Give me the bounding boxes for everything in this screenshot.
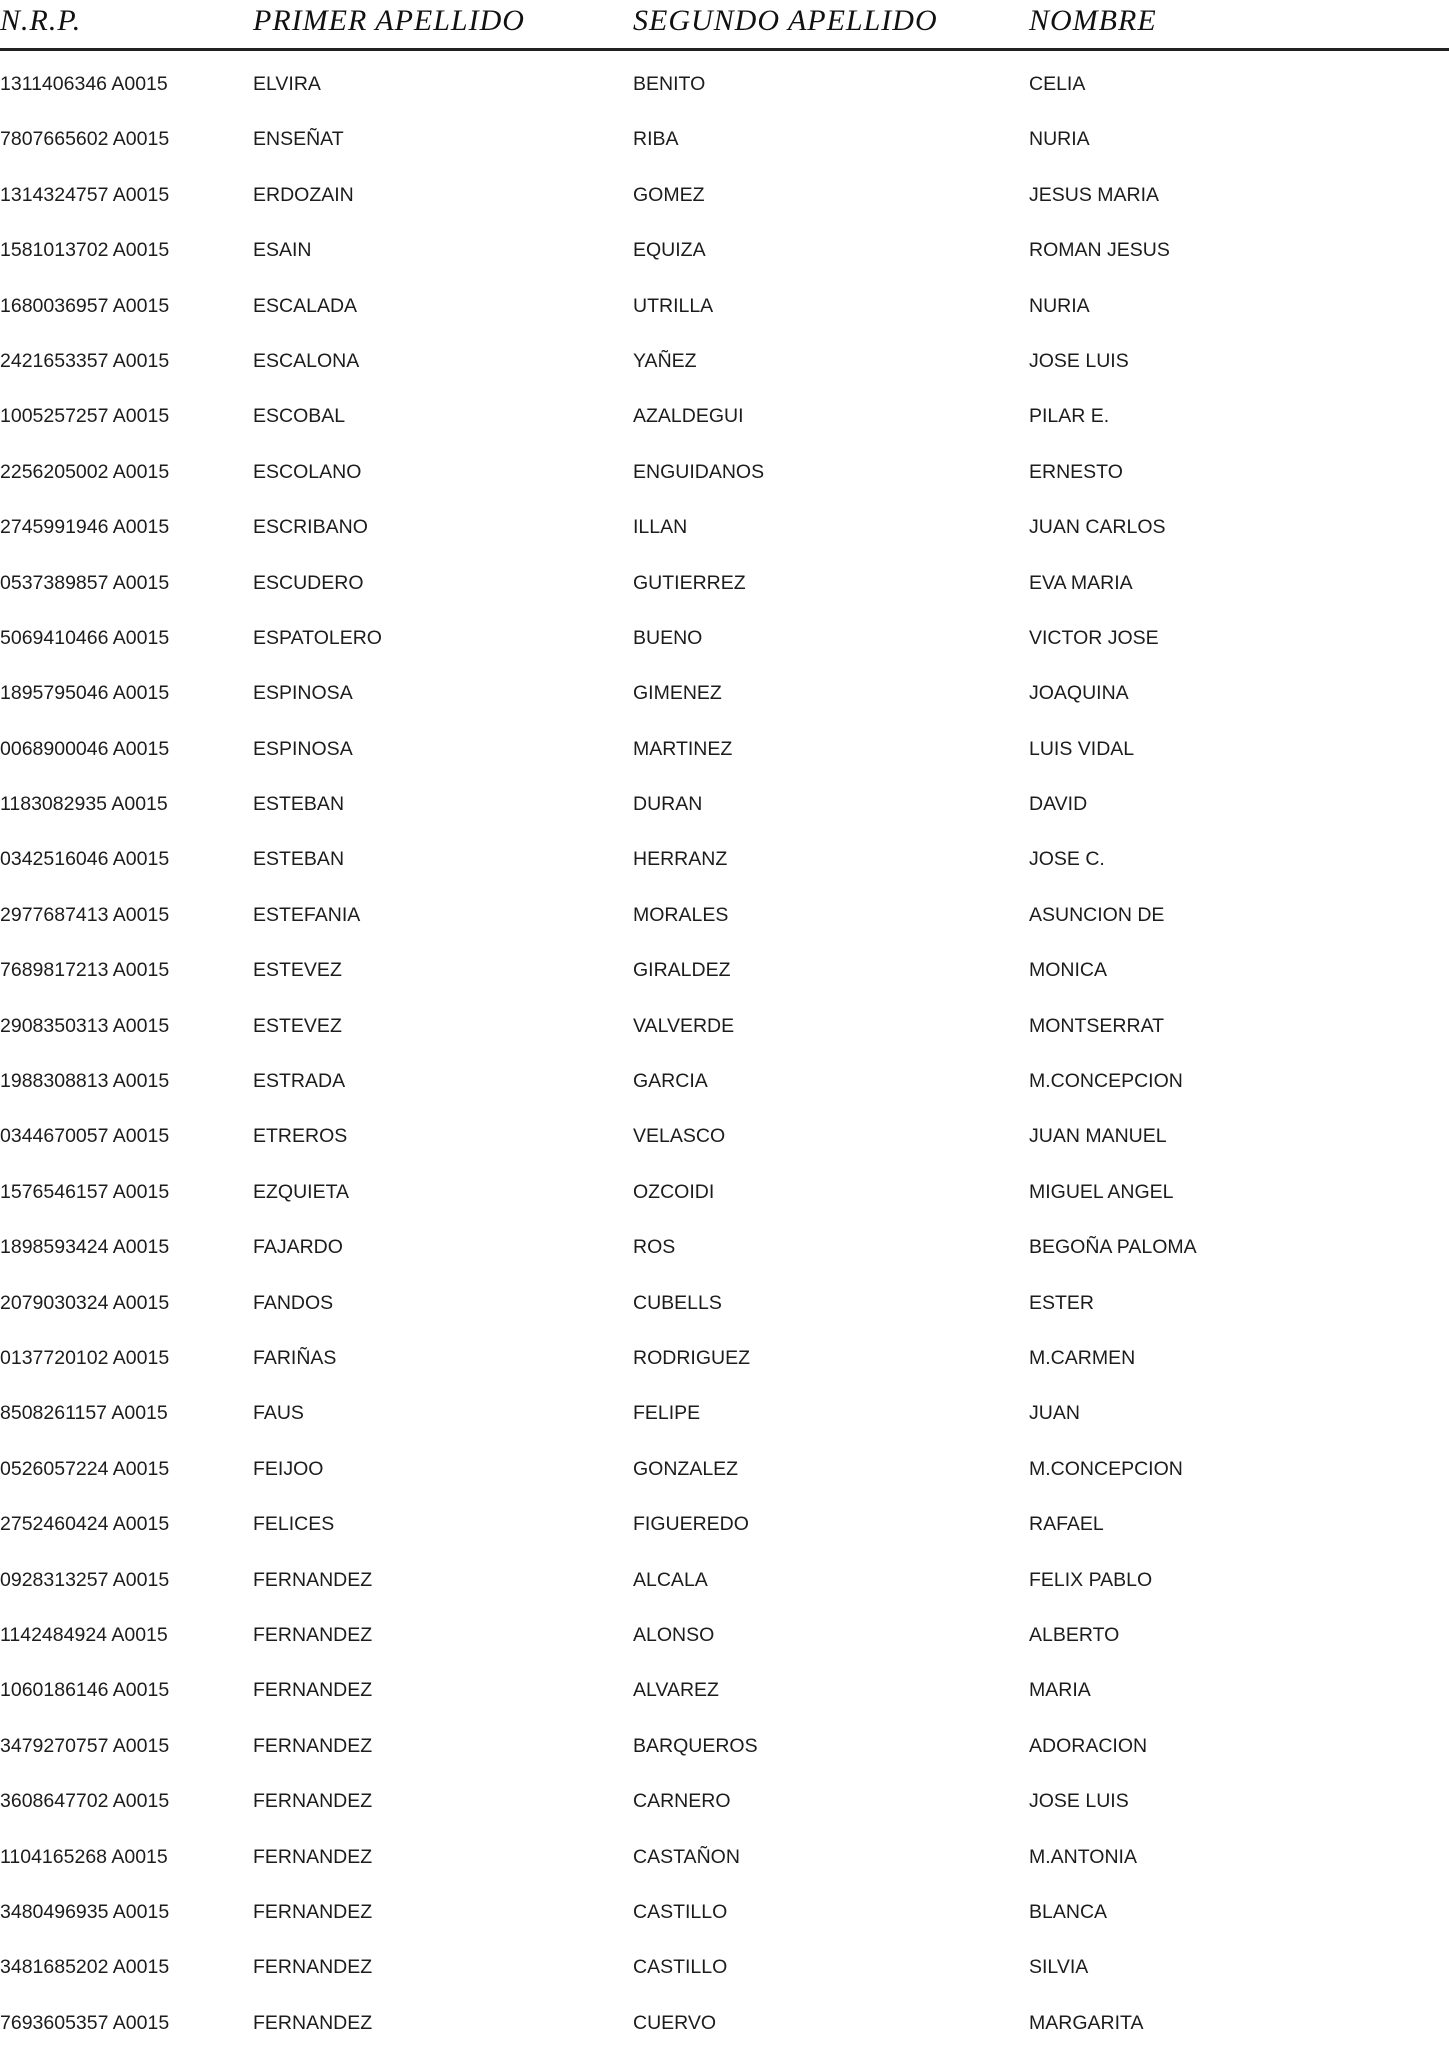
nombre-cell: M.CARMEN xyxy=(1029,1346,1136,1369)
nrp-cell: 3480496935 A0015 xyxy=(0,1900,170,1923)
nombre-cell: FELIX PABLO xyxy=(1029,1568,1153,1591)
table-row xyxy=(0,1384,1449,1439)
nrp-cell: 0526057224 A0015 xyxy=(0,1457,170,1480)
primer-apellido-cell: ETREROS xyxy=(253,1125,348,1148)
nombre-cell: SILVIA xyxy=(1029,1956,1089,1979)
nrp-cell: 0068900046 A0015 xyxy=(0,737,170,760)
nombre-cell: PILAR E. xyxy=(1029,405,1110,428)
segundo-apellido-cell: HERRANZ xyxy=(633,848,728,871)
nombre-cell: JUAN CARLOS xyxy=(1029,516,1166,539)
table-row xyxy=(0,1218,1449,1273)
nombre-cell: JESUS MARIA xyxy=(1029,183,1160,206)
nombre-cell: EVA MARIA xyxy=(1029,571,1133,594)
primer-apellido-cell: EZQUIETA xyxy=(253,1180,350,1203)
table-body xyxy=(0,55,1449,2049)
primer-apellido-cell: FAUS xyxy=(253,1402,304,1425)
nombre-cell: JUAN MANUEL xyxy=(1029,1125,1167,1148)
segundo-apellido-cell: ILLAN xyxy=(633,516,688,539)
primer-apellido-cell: FERNANDEZ xyxy=(253,1568,373,1591)
header-segundo-apellido: SEGUNDO APELLIDO xyxy=(633,4,938,37)
primer-apellido-cell: ESCALONA xyxy=(253,349,360,372)
nombre-cell: JOSE LUIS xyxy=(1029,1790,1129,1813)
nrp-cell: 0928313257 A0015 xyxy=(0,1568,170,1591)
primer-apellido-cell: ESTEVEZ xyxy=(253,959,342,982)
nombre-cell: M.ANTONIA xyxy=(1029,1845,1137,1868)
nrp-cell: 1898593424 A0015 xyxy=(0,1236,170,1259)
nombre-cell: VICTOR JOSE xyxy=(1029,626,1159,649)
nrp-cell: 1104165268 A0015 xyxy=(0,1845,168,1868)
segundo-apellido-cell: EQUIZA xyxy=(633,239,706,262)
segundo-apellido-cell: MORALES xyxy=(633,903,729,926)
segundo-apellido-cell: FIGUEREDO xyxy=(633,1513,749,1536)
segundo-apellido-cell: ROS xyxy=(633,1236,676,1259)
primer-apellido-cell: ESTEBAN xyxy=(253,848,345,871)
nrp-cell: 2079030324 A0015 xyxy=(0,1291,170,1314)
nrp-cell: 3479270757 A0015 xyxy=(0,1734,170,1757)
nombre-cell: ADORACION xyxy=(1029,1734,1148,1757)
table-row xyxy=(0,941,1449,996)
nombre-cell: BEGOÑA PALOMA xyxy=(1029,1236,1197,1259)
table-row xyxy=(0,664,1449,719)
table-row xyxy=(0,1828,1449,1883)
nrp-cell: 2745991946 A0015 xyxy=(0,516,170,539)
table-row xyxy=(0,1717,1449,1772)
table-row xyxy=(0,332,1449,387)
primer-apellido-cell: ESAIN xyxy=(253,239,312,262)
nrp-cell: 2908350313 A0015 xyxy=(0,1014,170,1037)
segundo-apellido-cell: AZALDEGUI xyxy=(633,405,744,428)
primer-apellido-cell: FERNANDEZ xyxy=(253,1679,373,1702)
nrp-cell: 1060186146 A0015 xyxy=(0,1679,170,1702)
segundo-apellido-cell: CARNERO xyxy=(633,1790,731,1813)
nombre-cell: ASUNCION DE xyxy=(1029,903,1165,926)
table-row xyxy=(0,110,1449,165)
segundo-apellido-cell: GARCIA xyxy=(633,1070,708,1093)
nombre-cell: JOAQUINA xyxy=(1029,682,1129,705)
nrp-cell: 1581013702 A0015 xyxy=(0,239,170,262)
segundo-apellido-cell: UTRILLA xyxy=(633,294,714,317)
segundo-apellido-cell: GUTIERREZ xyxy=(633,571,746,594)
table-row xyxy=(0,221,1449,276)
segundo-apellido-cell: GOMEZ xyxy=(633,183,705,206)
segundo-apellido-cell: CASTAÑON xyxy=(633,1845,740,1868)
segundo-apellido-cell: ALCALA xyxy=(633,1568,708,1591)
header-rule xyxy=(0,48,1449,51)
table-row xyxy=(0,277,1449,332)
nrp-cell: 2256205002 A0015 xyxy=(0,460,170,483)
nombre-cell: MIGUEL ANGEL xyxy=(1029,1180,1174,1203)
nrp-cell: 0137720102 A0015 xyxy=(0,1346,170,1369)
table-row xyxy=(0,1661,1449,1716)
nrp-cell: 2421653357 A0015 xyxy=(0,349,170,372)
primer-apellido-cell: FEIJOO xyxy=(253,1457,324,1480)
segundo-apellido-cell: FELIPE xyxy=(633,1402,701,1425)
segundo-apellido-cell: BARQUEROS xyxy=(633,1734,758,1757)
nombre-cell: MONICA xyxy=(1029,959,1107,982)
nombre-cell: ERNESTO xyxy=(1029,460,1123,483)
nrp-cell: 1314324757 A0015 xyxy=(0,183,170,206)
nrp-cell: 0344670057 A0015 xyxy=(0,1125,170,1148)
table-row xyxy=(0,166,1449,221)
nrp-cell: 0537389857 A0015 xyxy=(0,571,170,594)
primer-apellido-cell: FERNANDEZ xyxy=(253,1956,373,1979)
nrp-cell: 3481685202 A0015 xyxy=(0,1956,170,1979)
primer-apellido-cell: ESPINOSA xyxy=(253,682,353,705)
nombre-cell: M.CONCEPCION xyxy=(1029,1070,1183,1093)
nrp-cell: 1311406346 A0015 xyxy=(0,73,168,95)
segundo-apellido-cell: BUENO xyxy=(633,626,703,649)
table-row xyxy=(0,1772,1449,1827)
nrp-cell: 2977687413 A0015 xyxy=(0,903,170,926)
table-row xyxy=(0,830,1449,885)
table-row xyxy=(0,997,1449,1052)
primer-apellido-cell: ESCRIBANO xyxy=(253,516,368,539)
table-row xyxy=(0,1606,1449,1661)
nrp-cell: 1142484924 A0015 xyxy=(0,1623,168,1646)
nombre-cell: JOSE LUIS xyxy=(1029,349,1129,372)
table-row xyxy=(0,1994,1449,2049)
primer-apellido-cell: FERNANDEZ xyxy=(253,1734,373,1757)
segundo-apellido-cell: CUBELLS xyxy=(633,1291,722,1314)
nrp-cell: 1005257257 A0015 xyxy=(0,405,170,428)
nombre-cell: MONTSERRAT xyxy=(1029,1014,1165,1037)
segundo-apellido-cell: YAÑEZ xyxy=(633,349,697,372)
primer-apellido-cell: FERNANDEZ xyxy=(253,2011,373,2034)
table-row xyxy=(0,1052,1449,1107)
table-row xyxy=(0,1440,1449,1495)
table-row xyxy=(0,1883,1449,1938)
nombre-cell: DAVID xyxy=(1029,793,1088,816)
nombre-cell: NURIA xyxy=(1029,128,1090,151)
nombre-cell: CELIA xyxy=(1029,73,1086,95)
nrp-cell: 1988308813 A0015 xyxy=(0,1070,170,1093)
nrp-cell: 8508261157 A0015 xyxy=(0,1402,168,1425)
primer-apellido-cell: ERDOZAIN xyxy=(253,183,354,206)
segundo-apellido-cell: ALONSO xyxy=(633,1623,715,1646)
nrp-cell: 1576546157 A0015 xyxy=(0,1180,170,1203)
primer-apellido-cell: ESTEBAN xyxy=(253,793,345,816)
segundo-apellido-cell: ALVAREZ xyxy=(633,1679,719,1702)
table-row xyxy=(0,1163,1449,1218)
segundo-apellido-cell: GIRALDEZ xyxy=(633,959,731,982)
table-row xyxy=(0,554,1449,609)
nombre-cell: JUAN xyxy=(1029,1402,1080,1425)
nrp-cell: 1183082935 A0015 xyxy=(0,793,168,816)
table-row xyxy=(0,720,1449,775)
segundo-apellido-cell: RODRIGUEZ xyxy=(633,1346,750,1369)
primer-apellido-cell: ESCALADA xyxy=(253,294,358,317)
segundo-apellido-cell: GONZALEZ xyxy=(633,1457,739,1480)
nrp-cell: 1895795046 A0015 xyxy=(0,682,170,705)
segundo-apellido-cell: OZCOIDI xyxy=(633,1180,715,1203)
primer-apellido-cell: ESTRADA xyxy=(253,1070,346,1093)
nombre-cell: BLANCA xyxy=(1029,1900,1108,1923)
nombre-cell: MARGARITA xyxy=(1029,2011,1144,2034)
nombre-cell: M.CONCEPCION xyxy=(1029,1457,1183,1480)
nombre-cell: MARIA xyxy=(1029,1679,1091,1702)
segundo-apellido-cell: MARTINEZ xyxy=(633,737,733,760)
segundo-apellido-cell: CASTILLO xyxy=(633,1956,728,1979)
table-row xyxy=(0,886,1449,941)
nombre-cell: ROMAN JESUS xyxy=(1029,239,1170,262)
table-row xyxy=(0,1495,1449,1550)
table-row xyxy=(0,55,1449,110)
table-row xyxy=(0,1274,1449,1329)
primer-apellido-cell: ELVIRA xyxy=(253,73,321,95)
primer-apellido-cell: ESCUDERO xyxy=(253,571,364,594)
primer-apellido-cell: FERNANDEZ xyxy=(253,1845,373,1868)
header-nrp: N.R.P. xyxy=(0,4,82,37)
nombre-cell: LUIS VIDAL xyxy=(1029,737,1135,760)
table-row xyxy=(0,775,1449,830)
primer-apellido-cell: FERNANDEZ xyxy=(253,1623,373,1646)
nombre-cell: NURIA xyxy=(1029,294,1090,317)
primer-apellido-cell: FERNANDEZ xyxy=(253,1900,373,1923)
nrp-cell: 7689817213 A0015 xyxy=(0,959,170,982)
nrp-cell: 0342516046 A0015 xyxy=(0,848,170,871)
nrp-cell: 1680036957 A0015 xyxy=(0,294,170,317)
primer-apellido-cell: ESCOLANO xyxy=(253,460,362,483)
segundo-apellido-cell: CASTILLO xyxy=(633,1900,728,1923)
segundo-apellido-cell: DURAN xyxy=(633,793,703,816)
segundo-apellido-cell: RIBA xyxy=(633,128,679,151)
nombre-cell: RAFAEL xyxy=(1029,1513,1104,1536)
primer-apellido-cell: FANDOS xyxy=(253,1291,334,1314)
primer-apellido-cell: ENSEÑAT xyxy=(253,128,344,151)
primer-apellido-cell: ESTEVEZ xyxy=(253,1014,342,1037)
segundo-apellido-cell: GIMENEZ xyxy=(633,682,722,705)
primer-apellido-cell: FARIÑAS xyxy=(253,1346,337,1369)
header-primer-apellido: PRIMER APELLIDO xyxy=(253,4,525,37)
nrp-cell: 2752460424 A0015 xyxy=(0,1513,170,1536)
primer-apellido-cell: FELICES xyxy=(253,1513,335,1536)
primer-apellido-cell: FAJARDO xyxy=(253,1236,343,1259)
nombre-cell: JOSE C. xyxy=(1029,848,1105,871)
segundo-apellido-cell: BENITO xyxy=(633,73,706,95)
primer-apellido-cell: ESPINOSA xyxy=(253,737,353,760)
table-row xyxy=(0,1107,1449,1162)
table-row xyxy=(0,387,1449,442)
primer-apellido-cell: ESCOBAL xyxy=(253,405,346,428)
table-row xyxy=(0,498,1449,553)
segundo-apellido-cell: CUERVO xyxy=(633,2011,717,2034)
primer-apellido-cell: FERNANDEZ xyxy=(253,1790,373,1813)
table-row xyxy=(0,609,1449,664)
segundo-apellido-cell: ENGUIDANOS xyxy=(633,460,765,483)
segundo-apellido-cell: VALVERDE xyxy=(633,1014,735,1037)
table-row xyxy=(0,443,1449,498)
nombre-cell: ALBERTO xyxy=(1029,1623,1120,1646)
nombre-cell: ESTER xyxy=(1029,1291,1095,1314)
segundo-apellido-cell: VELASCO xyxy=(633,1125,726,1148)
table-row xyxy=(0,1938,1449,1993)
table-row xyxy=(0,1551,1449,1606)
primer-apellido-cell: ESTEFANIA xyxy=(253,903,361,926)
header-nombre: NOMBRE xyxy=(1029,4,1157,37)
nrp-cell: 3608647702 A0015 xyxy=(0,1790,170,1813)
table-row xyxy=(0,1329,1449,1384)
nrp-cell: 5069410466 A0015 xyxy=(0,626,170,649)
nrp-cell: 7807665602 A0015 xyxy=(0,128,170,151)
nrp-cell: 7693605357 A0015 xyxy=(0,2011,170,2034)
primer-apellido-cell: ESPATOLERO xyxy=(253,626,382,649)
